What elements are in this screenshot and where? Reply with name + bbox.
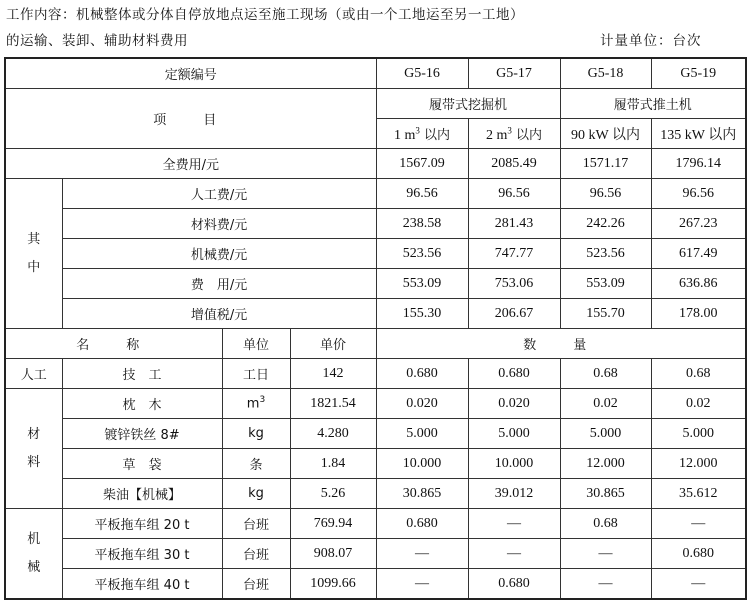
resource-unit bbox=[222, 539, 290, 569]
spec-b: 以内 bbox=[419, 127, 451, 143]
resource-unit bbox=[222, 359, 290, 389]
cost-value: 155.70 bbox=[560, 299, 651, 329]
cost-value: 753.06 bbox=[468, 269, 560, 299]
resource-row bbox=[5, 539, 746, 569]
resource-price: 4.280 bbox=[290, 419, 376, 449]
cost-label: 机械费/元 bbox=[62, 239, 376, 269]
quota-code: G5-18 bbox=[560, 58, 651, 89]
group-excavator: 履带式挖掘机 bbox=[376, 89, 560, 119]
cost-value: 267.23 bbox=[651, 209, 746, 239]
unit-head: 单位 bbox=[222, 329, 290, 359]
resource-qty: 0.02 bbox=[651, 389, 746, 419]
total-label: 全费用/元 bbox=[5, 149, 376, 179]
cost-label: 人工费/元 bbox=[62, 179, 376, 209]
unit-sup: 3 bbox=[259, 395, 266, 406]
resource-name: 草 袋 bbox=[62, 449, 222, 479]
cost-value: 523.56 bbox=[376, 239, 468, 269]
quota-code: G5-19 bbox=[651, 58, 746, 89]
resource-unit bbox=[222, 389, 290, 419]
resource-row bbox=[5, 509, 746, 539]
cost-row bbox=[5, 239, 746, 269]
resource-qty: 5.000 bbox=[376, 419, 468, 449]
cost-value: 281.43 bbox=[468, 209, 560, 239]
item-label: 项 目 bbox=[5, 89, 376, 149]
resource-qty: 0.020 bbox=[468, 389, 560, 419]
resource-qty: 39.012 bbox=[468, 479, 560, 509]
among-text: 其中 bbox=[27, 231, 41, 275]
quota-table bbox=[4, 57, 747, 600]
resource-row bbox=[5, 479, 746, 509]
resource-qty: 35.612 bbox=[651, 479, 746, 509]
cost-row bbox=[5, 209, 746, 239]
name-head: 名 称 bbox=[5, 329, 222, 359]
spec-a: 90 kW 以内 bbox=[571, 127, 640, 143]
resource-qty: 0.680 bbox=[376, 359, 468, 389]
unit-text: 条 bbox=[249, 458, 263, 473]
unit-text: m bbox=[246, 396, 260, 412]
total-value: 1571.17 bbox=[560, 149, 651, 179]
qty-head: 数 量 bbox=[376, 329, 746, 359]
resource-qty: — bbox=[651, 509, 746, 539]
cost-value: 747.77 bbox=[468, 239, 560, 269]
resource-price: 769.94 bbox=[290, 509, 376, 539]
resource-row bbox=[5, 449, 746, 479]
resource-price: 1099.66 bbox=[290, 569, 376, 600]
cost-value: 242.26 bbox=[560, 209, 651, 239]
resource-qty: 0.68 bbox=[560, 509, 651, 539]
cost-value: 206.67 bbox=[468, 299, 560, 329]
resource-qty: 5.000 bbox=[651, 419, 746, 449]
item-group-row bbox=[5, 89, 746, 119]
cost-row bbox=[5, 299, 746, 329]
resource-unit bbox=[222, 509, 290, 539]
resource-row bbox=[5, 359, 746, 389]
resource-qty: 0.680 bbox=[376, 509, 468, 539]
cost-value: 96.56 bbox=[468, 179, 560, 209]
resource-row bbox=[5, 419, 746, 449]
group-bulldozer: 履带式推土机 bbox=[560, 89, 746, 119]
total-value: 1567.09 bbox=[376, 149, 468, 179]
total-row bbox=[5, 149, 746, 179]
work-content-line-1: 工作内容：机械整体或分体自停放地点运至施工现场（或由一个工地运至另一工地） bbox=[6, 7, 524, 23]
resource-qty: — bbox=[376, 539, 468, 569]
resource-qty: 0.680 bbox=[651, 539, 746, 569]
unit-text: 台班 bbox=[242, 518, 269, 533]
resource-qty: 30.865 bbox=[560, 479, 651, 509]
resource-qty: — bbox=[468, 539, 560, 569]
resource-qty: 10.000 bbox=[468, 449, 560, 479]
cost-value: 96.56 bbox=[376, 179, 468, 209]
spec-b: 以内 bbox=[511, 127, 543, 143]
cost-label: 增值税/元 bbox=[62, 299, 376, 329]
resource-name: 柴油【机械】 bbox=[62, 479, 222, 509]
resource-qty: 5.000 bbox=[560, 419, 651, 449]
total-value: 1796.14 bbox=[651, 149, 746, 179]
unit-text: 台班 bbox=[242, 548, 269, 563]
material-cat-text: 材料 bbox=[27, 426, 41, 470]
machine-cat-text: 机械 bbox=[27, 531, 41, 575]
resource-name: 平板拖车组 40 t bbox=[62, 569, 222, 600]
resource-unit bbox=[222, 419, 290, 449]
resource-qty: 0.680 bbox=[468, 359, 560, 389]
unit-text: 工日 bbox=[242, 368, 269, 383]
spec-sup: 3 bbox=[507, 124, 512, 135]
cost-label: 费 用/元 bbox=[62, 269, 376, 299]
resource-name: 平板拖车组 30 t bbox=[62, 539, 222, 569]
resource-qty: 30.865 bbox=[376, 479, 468, 509]
work-content-line-2: 的运输、装卸、辅助材料费用 bbox=[6, 33, 188, 49]
cost-row bbox=[5, 179, 746, 209]
resource-price: 5.26 bbox=[290, 479, 376, 509]
material-category bbox=[5, 389, 62, 509]
resource-qty: — bbox=[651, 569, 746, 600]
measurement-unit: 计量单位：台次 bbox=[600, 33, 702, 49]
cost-value: 96.56 bbox=[651, 179, 746, 209]
resource-price: 142 bbox=[290, 359, 376, 389]
resource-row bbox=[5, 389, 746, 419]
cost-value: 96.56 bbox=[560, 179, 651, 209]
resource-qty: 0.020 bbox=[376, 389, 468, 419]
resource-name: 平板拖车组 20 t bbox=[62, 509, 222, 539]
resource-qty: 12.000 bbox=[651, 449, 746, 479]
resource-qty: 0.68 bbox=[651, 359, 746, 389]
resource-qty: 12.000 bbox=[560, 449, 651, 479]
quota-code-row bbox=[5, 58, 746, 89]
price-head: 单价 bbox=[290, 329, 376, 359]
resource-row bbox=[5, 569, 746, 600]
column-head-row bbox=[5, 329, 746, 359]
resource-qty: — bbox=[560, 569, 651, 600]
resource-unit bbox=[222, 449, 290, 479]
resource-price: 1.84 bbox=[290, 449, 376, 479]
resource-unit bbox=[222, 569, 290, 600]
resource-name: 镀锌铁丝 8# bbox=[62, 419, 222, 449]
cost-value: 617.49 bbox=[651, 239, 746, 269]
machine-category bbox=[5, 509, 62, 600]
resource-qty: — bbox=[376, 569, 468, 600]
spec-a: 1 m bbox=[394, 127, 416, 143]
labor-category: 人工 bbox=[5, 359, 62, 389]
spec-sup: 3 bbox=[415, 124, 420, 135]
among-label bbox=[5, 179, 62, 329]
resource-name: 枕 木 bbox=[62, 389, 222, 419]
resource-unit bbox=[222, 479, 290, 509]
resource-name: 技 工 bbox=[62, 359, 222, 389]
spec-a: 2 m bbox=[486, 127, 508, 143]
quota-code: G5-17 bbox=[468, 58, 560, 89]
spec-cell bbox=[468, 119, 560, 149]
resource-price: 1821.54 bbox=[290, 389, 376, 419]
cost-row bbox=[5, 269, 746, 299]
resource-qty: — bbox=[560, 539, 651, 569]
resource-qty: — bbox=[468, 509, 560, 539]
total-value: 2085.49 bbox=[468, 149, 560, 179]
quota-code: G5-16 bbox=[376, 58, 468, 89]
cost-value: 523.56 bbox=[560, 239, 651, 269]
cost-label: 材料费/元 bbox=[62, 209, 376, 239]
cost-value: 553.09 bbox=[376, 269, 468, 299]
spec-cell bbox=[651, 119, 746, 149]
unit-text: 台班 bbox=[242, 578, 269, 593]
cost-value: 178.00 bbox=[651, 299, 746, 329]
unit-text: kg bbox=[248, 426, 264, 441]
cost-value: 553.09 bbox=[560, 269, 651, 299]
resource-qty: 0.680 bbox=[468, 569, 560, 600]
cost-value: 155.30 bbox=[376, 299, 468, 329]
resource-qty: 5.000 bbox=[468, 419, 560, 449]
cost-value: 636.86 bbox=[651, 269, 746, 299]
quota-code-label: 定额编号 bbox=[5, 58, 376, 89]
spec-cell bbox=[376, 119, 468, 149]
spec-a: 135 kW 以内 bbox=[660, 127, 737, 143]
resource-qty: 0.02 bbox=[560, 389, 651, 419]
resource-qty: 0.68 bbox=[560, 359, 651, 389]
resource-qty: 10.000 bbox=[376, 449, 468, 479]
unit-text: kg bbox=[248, 486, 264, 501]
resource-price: 908.07 bbox=[290, 539, 376, 569]
cost-value: 238.58 bbox=[376, 209, 468, 239]
spec-cell bbox=[560, 119, 651, 149]
